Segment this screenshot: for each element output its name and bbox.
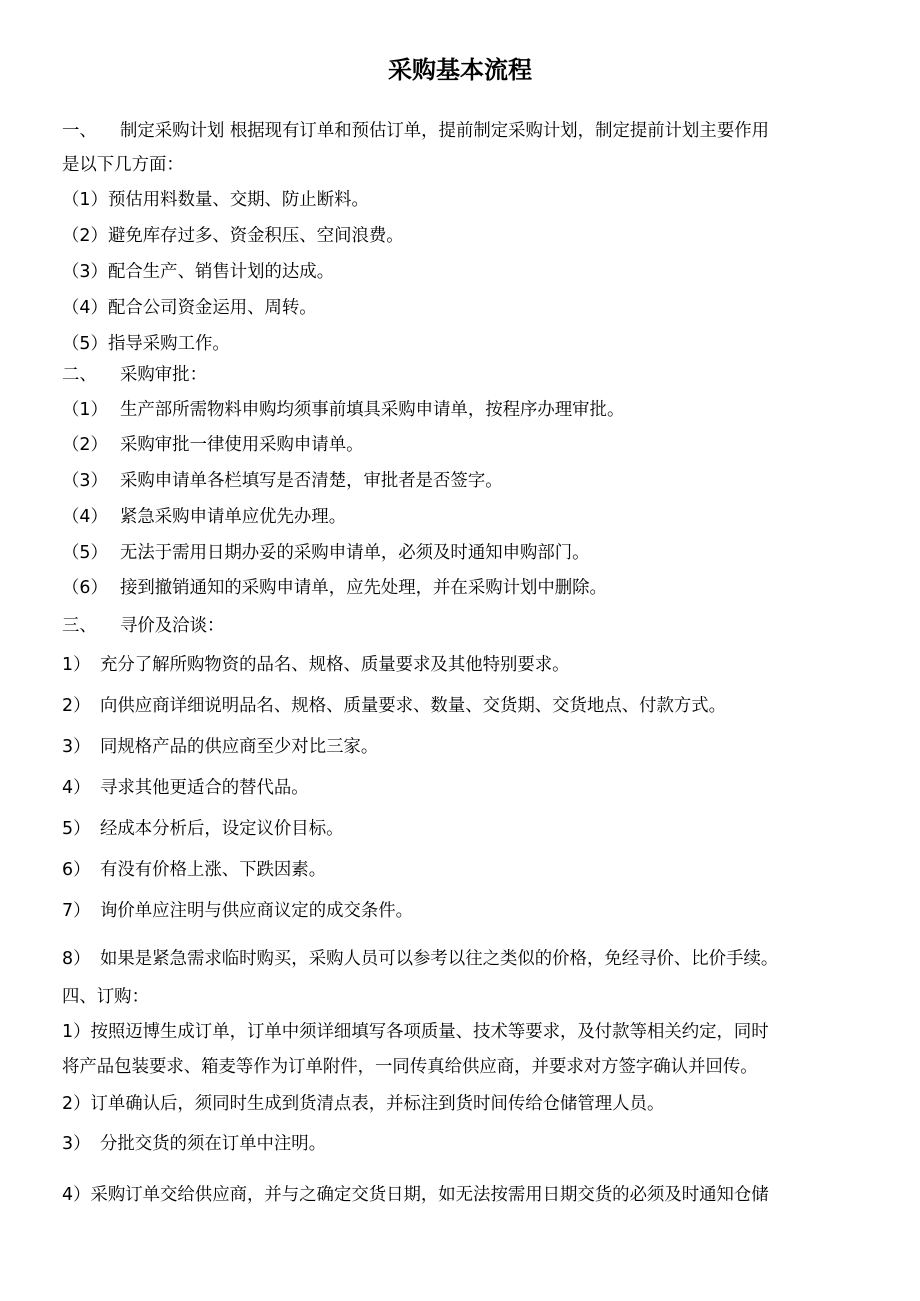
line-text: 经成本分析后，设定议价目标。 — [100, 819, 344, 839]
line-text: 紧急采购申请单应优先办理。 — [120, 507, 347, 527]
line-text: 1）按照迈博生成订单，订单中须详细填写各项质量、技术等要求，及付款等相关约定，同时 — [62, 1022, 769, 1042]
list-item — [62, 468, 503, 494]
section-heading-4 — [62, 984, 149, 1010]
line-text: 有没有价格上涨、下跌因素。 — [100, 860, 327, 880]
line-text: 分批交货的须在订单中注明。 — [100, 1134, 327, 1154]
line-number: （5） — [62, 543, 108, 563]
section-heading-3 — [62, 613, 224, 639]
line-text: 采购审批： — [120, 365, 207, 385]
line-number: （2） — [62, 226, 108, 246]
line-number: 5） — [62, 819, 91, 839]
line-number: 6） — [62, 860, 91, 880]
list-item — [62, 734, 378, 760]
section-heading-2 — [62, 362, 207, 388]
list-item — [62, 331, 230, 357]
line-text: 采购申请单各栏填写是否清楚，审批者是否签字。 — [120, 471, 503, 491]
line-number: 1） — [62, 655, 91, 675]
line-text: 配合生产、销售计划的达成。 — [108, 262, 335, 282]
list-item — [62, 693, 726, 719]
line-text: 如果是紧急需求临时购买，采购人员可以参考以往之类似的价格，免经寻价、比价手续。 — [100, 949, 779, 969]
line-text: 制定采购计划 根据现有订单和预估订单，提前制定采购计划，制定提前计划主要作用 — [120, 121, 769, 141]
line-text: 2）订单确认后，须同时生成到货清点表，并标注到货时间传给仓储管理人员。 — [62, 1094, 665, 1114]
paragraph-line — [62, 1054, 758, 1080]
list-item — [62, 432, 363, 458]
line-text: 向供应商详细说明品名、规格、质量要求、数量、交货期、交货地点、付款方式。 — [100, 696, 727, 716]
line-text: 预估用料数量、交期、防止断料。 — [108, 190, 369, 210]
list-item — [62, 295, 317, 321]
list-item — [62, 946, 778, 972]
line-text: 采购审批一律使用采购申请单。 — [120, 435, 364, 455]
line-number: （4） — [62, 507, 108, 527]
line-number: （5） — [62, 334, 108, 354]
line-text: 四、订购： — [62, 987, 149, 1007]
list-item — [62, 575, 607, 601]
line-number: 7） — [62, 901, 91, 921]
list-item — [62, 898, 413, 924]
line-number: （3） — [62, 262, 108, 282]
line-number: （2） — [62, 435, 108, 455]
line-text: 配合公司资金运用、周转。 — [108, 298, 317, 318]
list-item — [62, 540, 590, 566]
line-text: 同规格产品的供应商至少对比三家。 — [100, 737, 379, 757]
list-item — [62, 775, 309, 801]
line-number: 8） — [62, 949, 91, 969]
list-item — [62, 223, 404, 249]
line-number: 三、 — [62, 616, 97, 636]
list-item — [62, 652, 570, 678]
line-text: 是以下几方面： — [62, 155, 184, 175]
list-item — [62, 397, 624, 423]
line-text: 询价单应注明与供应商议定的成交条件。 — [100, 901, 414, 921]
list-item — [62, 857, 326, 883]
line-number: （1） — [62, 400, 108, 420]
line-text: 指导采购工作。 — [108, 334, 230, 354]
line-text: 将产品包装要求、箱麦等作为订单附件，一同传真给供应商，并要求对方签字确认并回传。 — [62, 1057, 758, 1077]
list-item — [62, 259, 334, 285]
line-text: 生产部所需物料申购均须事前填具采购申请单，按程序办理审批。 — [120, 400, 625, 420]
line-text: 接到撤销通知的采购申请单，应先处理，并在采购计划中删除。 — [120, 578, 607, 598]
section-heading-1 — [62, 118, 769, 144]
line-number: 一、 — [62, 121, 97, 141]
paragraph-line — [62, 1019, 769, 1045]
line-number: 4） — [62, 778, 91, 798]
line-number: （4） — [62, 298, 108, 318]
list-item — [62, 187, 369, 213]
list-item — [62, 504, 346, 530]
document-title: 采购基本流程 — [388, 56, 532, 84]
line-number: （3） — [62, 471, 108, 491]
line-text: 寻求其他更适合的替代品。 — [100, 778, 309, 798]
line-number: 二、 — [62, 365, 97, 385]
list-item — [62, 816, 343, 842]
paragraph-line — [62, 1182, 769, 1208]
line-number: （1） — [62, 190, 108, 210]
paragraph-line — [62, 152, 184, 178]
list-item — [62, 1131, 326, 1157]
line-number: 3） — [62, 737, 91, 757]
paragraph-line — [62, 1091, 664, 1117]
line-number: 2） — [62, 696, 91, 716]
line-text: 4）采购订单交给供应商，并与之确定交货日期，如无法按需用日期交货的必须及时通知仓储 — [62, 1185, 769, 1205]
line-text: 无法于需用日期办妥的采购申请单，必须及时通知申购部门。 — [120, 543, 590, 563]
line-text: 避免库存过多、资金积压、空间浪费。 — [108, 226, 404, 246]
line-number: （6） — [62, 578, 108, 598]
line-text: 充分了解所购物资的品名、规格、质量要求及其他特别要求。 — [100, 655, 570, 675]
line-number: 3） — [62, 1134, 91, 1154]
line-text: 寻价及洽谈： — [120, 616, 225, 636]
